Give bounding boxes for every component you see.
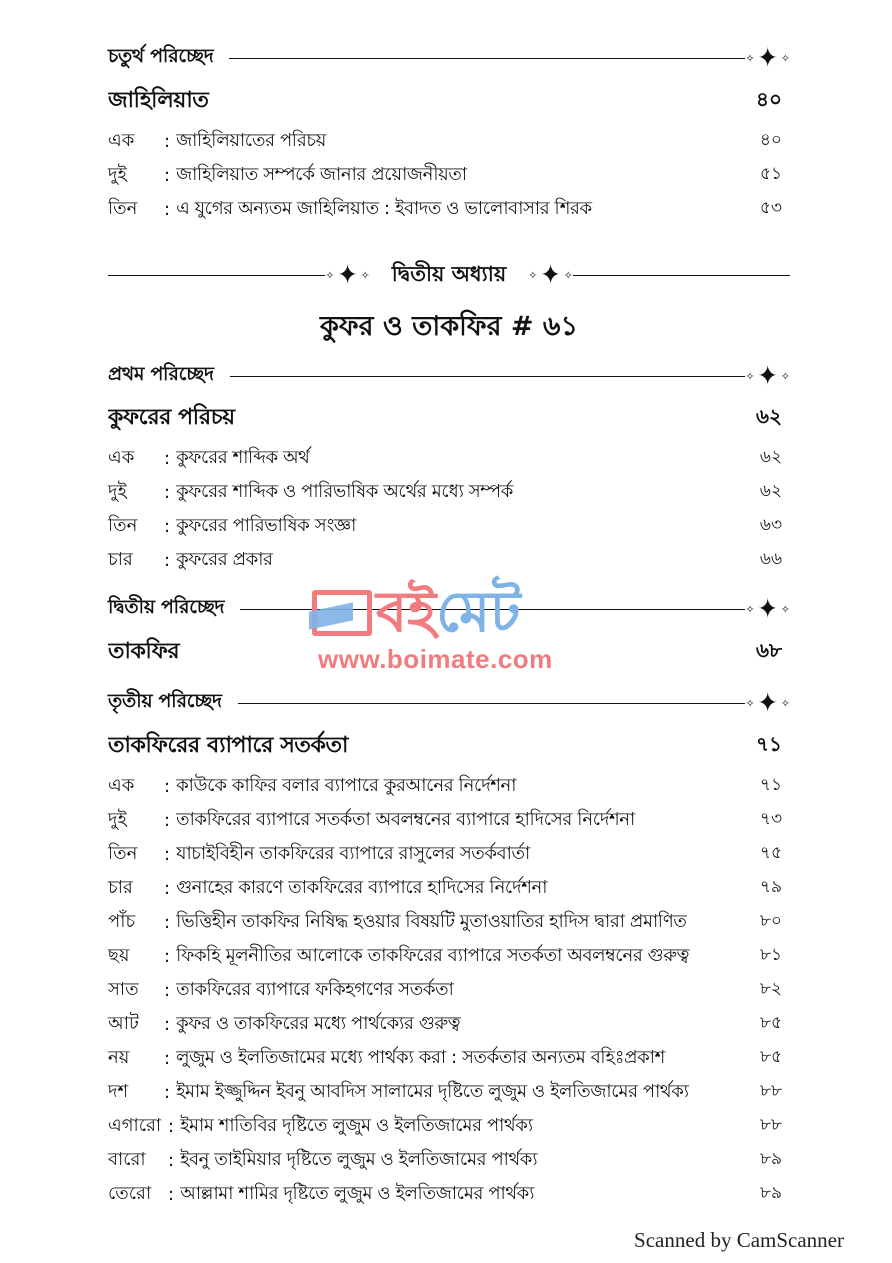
page-number: ৮৯ (759, 1149, 782, 1169)
divider-rule (240, 609, 745, 610)
colon: : (164, 979, 171, 1001)
ornament-icon: ✧ ✦ ✧ (745, 41, 790, 75)
colon: : (164, 1081, 171, 1103)
entry-number: তিন (108, 842, 138, 864)
page-number: ৮০ (759, 911, 782, 931)
section-header-3 (108, 686, 790, 720)
entry-title: কাউকে কাফির বলার ব্যাপারে কুরআনের নির্দেশনা (176, 774, 517, 796)
entry-title: জাহিলিয়াতের পরিচয় (176, 129, 326, 151)
page-number: ৮৮ (759, 1115, 782, 1135)
entry-title: যাচাইবিহীন তাকফিরের ব্যাপারে রাসুলের সতর্কবার্তা (176, 842, 530, 864)
section-title: জাহিলিয়াত (108, 87, 209, 113)
page-number: ৫৩ (759, 198, 782, 218)
watermark-logo-b: মেট (436, 580, 521, 645)
entry-title: কুফর ও তাকফিরের মধ্যে পার্থক্যের গুরুত্ব (176, 1012, 461, 1034)
page-number: ৪০ (759, 130, 782, 150)
divider-rule (238, 703, 746, 704)
toc-entry[interactable] (108, 126, 782, 156)
ornament-icon: ✧ ✦ ✧ (745, 592, 790, 626)
colon: : (164, 1047, 171, 1069)
page-number: ৬২ (759, 447, 782, 467)
entry-title: তাকফিরের ব্যাপারে ফকিহগণের সতর্কতা (176, 978, 454, 1000)
colon: : (168, 1183, 175, 1205)
toc-entry[interactable] (108, 1111, 782, 1141)
section-label: চতুর্থ পরিচ্ছেদ (108, 45, 214, 67)
colon: : (164, 843, 171, 865)
entry-title: তাকফিরের ব্যাপারে সতর্কতা অবলম্বনের ব্যাপারে হাদিসের নির্দেশনা (176, 808, 635, 830)
toc-entry[interactable] (108, 975, 782, 1005)
section-header-4 (108, 41, 790, 75)
entry-number: পাঁচ (108, 910, 136, 932)
entry-title: জাহিলিয়াত সম্পর্কে জানার প্রয়োজনীয়তা (176, 163, 467, 185)
colon: : (164, 164, 171, 186)
chapter-header (108, 258, 790, 292)
entry-number: দুই (108, 163, 127, 185)
page-number: ৮৫ (759, 1013, 782, 1033)
toc-entry[interactable] (108, 839, 782, 869)
toc-entry[interactable] (108, 160, 782, 190)
entry-title: কুফরের পারিভাষিক সংজ্ঞা (176, 514, 356, 536)
ornament-icon: ✧ ✦ ✧ (325, 258, 370, 292)
entry-number: চার (108, 548, 133, 570)
divider-rule (229, 58, 745, 59)
colon: : (164, 911, 171, 933)
page-number: ৪০ (756, 86, 782, 111)
entry-number: তেরো (108, 1182, 152, 1204)
toc-entry[interactable] (108, 873, 782, 903)
entry-title: ফিকহি মূলনীতির আলোকে তাকফিরের ব্যাপারে সতর্কতা অবলম্বনের গুরুত্ব (176, 944, 690, 966)
section-title: তাকফিরের ব্যাপারে সতর্কতা (108, 732, 348, 758)
entry-number: তিন (108, 197, 138, 219)
toc-entry[interactable] (108, 1009, 782, 1039)
entry-title: ইমাম ইজ্জুদ্দিন ইবনু আবদিস সালামের দৃষ্টিতে লুজুম ও ইলতিজামের পার্থক্য (176, 1080, 689, 1102)
watermark-url: www.boimate.com (318, 644, 553, 674)
section-title-row[interactable] (108, 86, 782, 116)
entry-number: নয় (108, 1046, 130, 1068)
toc-entry[interactable] (108, 1043, 782, 1073)
entry-number: এক (108, 774, 135, 796)
divider-rule (108, 275, 325, 276)
page-number: ৮৫ (759, 1047, 782, 1067)
toc-entry[interactable] (108, 194, 782, 224)
section-label: দ্বিতীয় পরিচ্ছেদ (108, 596, 225, 618)
page-number: ৮৮ (759, 1081, 782, 1101)
entry-number: চার (108, 876, 133, 898)
section-title: তাকফির (108, 638, 180, 664)
divider-rule (573, 275, 790, 276)
colon: : (164, 1013, 171, 1035)
section-title-row[interactable] (108, 637, 782, 667)
scanner-footer: Scanned by CamScanner (634, 1228, 844, 1252)
toc-entry[interactable] (108, 805, 782, 835)
entry-number: এক (108, 129, 135, 151)
toc-entry[interactable] (108, 511, 782, 541)
entry-title: কুফরের শাব্দিক অর্থ (176, 446, 310, 468)
ornament-icon: ✧ ✦ ✧ (745, 359, 790, 393)
toc-entry[interactable] (108, 545, 782, 575)
entry-number: দুই (108, 808, 127, 830)
colon: : (164, 481, 171, 503)
ornament-icon: ✧ ✦ ✧ (528, 258, 573, 292)
entry-number: বারো (108, 1148, 146, 1170)
page-number: ৭৩ (759, 809, 782, 829)
entry-title: ইবনু তাইমিয়ার দৃষ্টিতে লুজুম ও ইলতিজামের পার্থক্য (180, 1148, 538, 1170)
entry-number: দুই (108, 480, 127, 502)
colon: : (164, 549, 171, 571)
section-label: প্রথম পরিচ্ছেদ (108, 363, 214, 385)
divider-rule (230, 376, 746, 377)
chapter-title[interactable]: কুফর ও তাকফির # ৬১ (320, 311, 578, 342)
page-number: ৮২ (759, 979, 782, 999)
entry-number: আট (108, 1012, 139, 1034)
colon: : (168, 1115, 175, 1137)
entry-title: ভিত্তিহীন তাকফির নিষিদ্ধ হওয়ার বিষয়টি মুতাওয়াতির হাদিস দ্বারা প্রমাণিত (176, 910, 687, 932)
entry-title: ইমাম শাতিবির দৃষ্টিতে লুজুম ও ইলতিজামের পার্থক্য (180, 1114, 533, 1136)
section-title: কুফরের পরিচয় (108, 404, 235, 430)
page-number: ৬৮ (756, 637, 782, 662)
colon: : (168, 1149, 175, 1171)
page-number: ৭৫ (759, 843, 782, 863)
page-number: ৬৬ (759, 549, 782, 569)
entry-number: এগারো (108, 1114, 162, 1136)
toc-entry[interactable] (108, 443, 782, 473)
section-title-row[interactable] (108, 731, 782, 761)
page-number: ৭১ (756, 731, 782, 756)
toc-entry[interactable] (108, 477, 782, 507)
section-label: তৃতীয় পরিচ্ছেদ (108, 690, 222, 712)
colon: : (164, 515, 171, 537)
entry-number: এক (108, 446, 135, 468)
chapter-label: দ্বিতীয় অধ্যায় (391, 261, 507, 286)
entry-title: গুনাহের কারণে তাকফিরের ব্যাপারে হাদিসের নির্দেশনা (176, 876, 548, 898)
colon: : (164, 877, 171, 899)
toc-entry[interactable] (108, 1145, 782, 1175)
entry-title: এ যুগের অন্যতম জাহিলিয়াত : ইবাদত ও ভালোবাসার শিরক (176, 197, 592, 219)
watermark-logo-a: বই (376, 580, 437, 645)
colon: : (164, 775, 171, 797)
toc-entry[interactable] (108, 771, 782, 801)
entry-title: আল্লামা শামির দৃষ্টিতে লুজুম ও ইলতিজামের পার্থক্য (180, 1182, 535, 1204)
entry-number: তিন (108, 514, 138, 536)
entry-title: কুফরের প্রকার (176, 548, 273, 570)
page-number: ৭৯ (759, 877, 782, 897)
entry-title: লুজুম ও ইলতিজামের মধ্যে পার্থক্য করা : সতর্কতার অন্যতম বহিঃপ্রকাশ (176, 1046, 665, 1068)
colon: : (164, 809, 171, 831)
entry-number: দশ (108, 1080, 129, 1102)
colon: : (164, 130, 171, 152)
entry-title: কুফরের শাব্দিক ও পারিভাষিক অর্থের মধ্যে সম্পর্ক (176, 480, 513, 502)
page-number: ৫১ (759, 164, 782, 184)
page-number: ৮৯ (759, 1183, 782, 1203)
page-number: ৮১ (759, 945, 782, 965)
colon: : (164, 447, 171, 469)
toc-entry[interactable] (108, 941, 782, 971)
colon: : (164, 198, 171, 220)
entry-number: সাত (108, 978, 139, 1000)
colon: : (164, 945, 171, 967)
toc-entry[interactable] (108, 907, 782, 937)
toc-entry[interactable] (108, 1077, 782, 1107)
toc-entry[interactable] (108, 1179, 782, 1209)
page-number: ৬২ (759, 481, 782, 501)
entry-number: ছয় (108, 944, 130, 966)
section-title-row[interactable] (108, 403, 782, 433)
page-number: ৬২ (755, 403, 782, 428)
section-header-1 (108, 359, 790, 393)
page-number: ৭১ (759, 775, 782, 795)
page-number: ৬৩ (759, 515, 782, 535)
ornament-icon: ✧ ✦ ✧ (745, 686, 790, 720)
